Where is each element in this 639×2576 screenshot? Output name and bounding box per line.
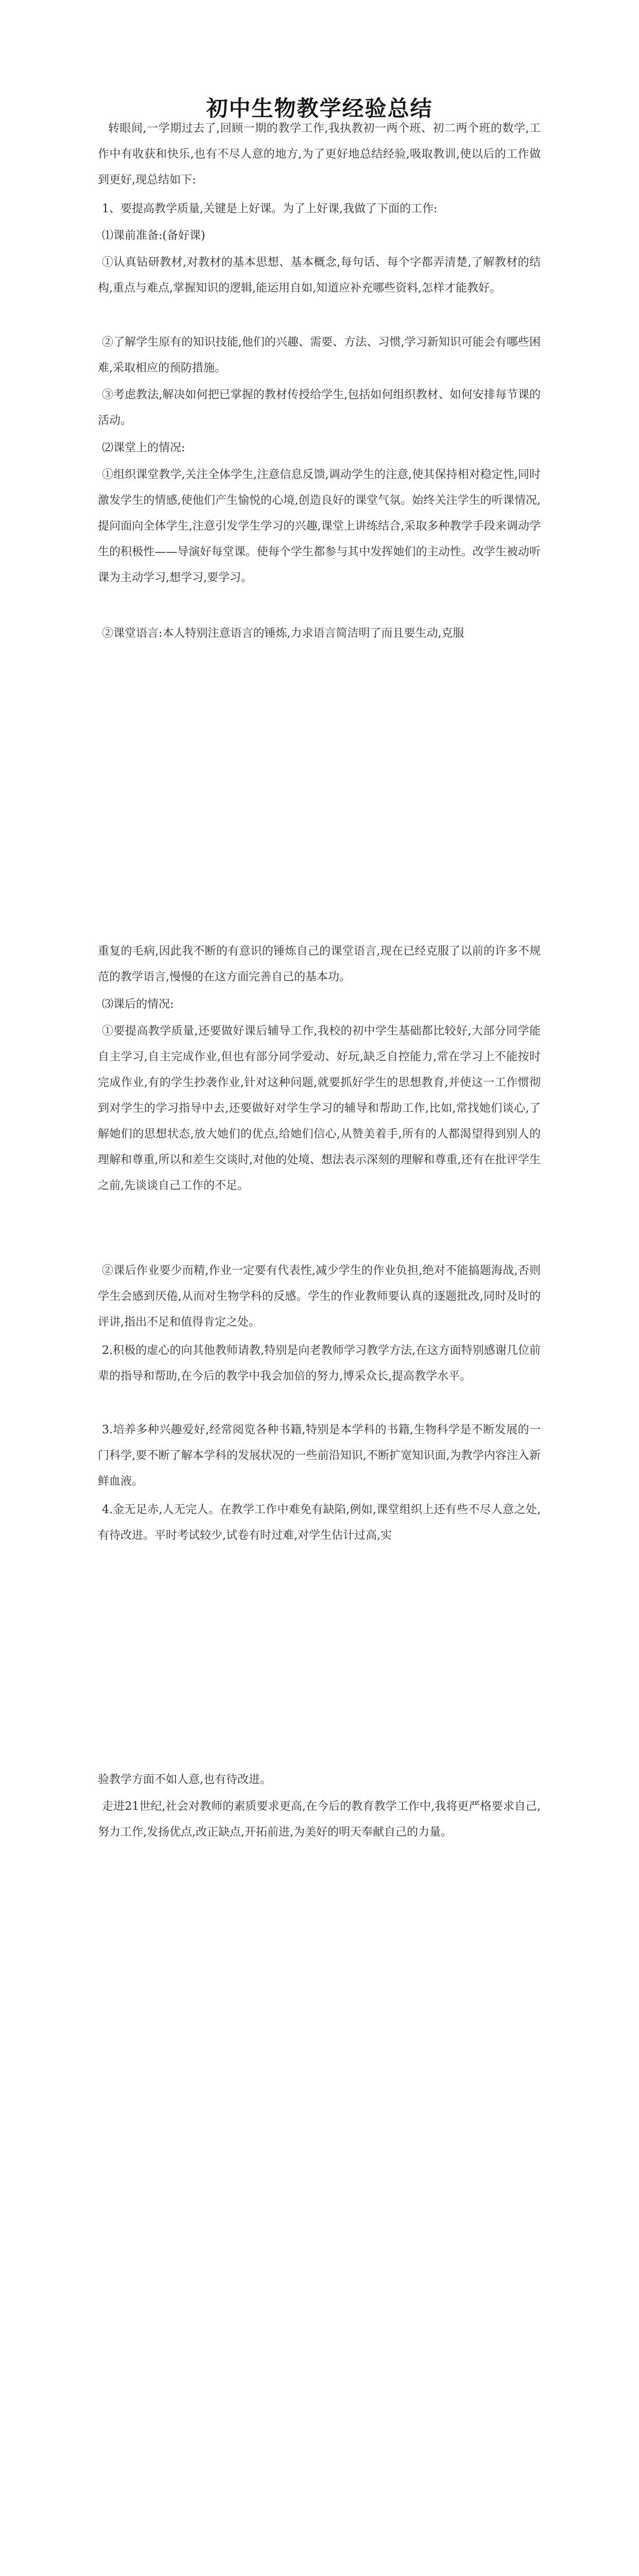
paragraph-section-after: ⑶课后的情况: xyxy=(102,998,174,1011)
paragraph-class-2-cont: 重复的毛病,因此我不断的有意识的锤炼自己的课堂语言,现在已经克服了以前的许多不规范的教学语言,慢慢的在这方面完善自己的基本功。 xyxy=(98,945,541,984)
paragraph-point-2: 2.积极的虚心的向其他教师请教,特别是向老教师学习教学方法,在这方面特别感谢几位前辈的指导和帮助,在今后的教学中我会加倍的努力,博采众长,提高教学水平。 xyxy=(98,1344,541,1383)
paragraph-class-1: ①组织课堂教学,关注全体学生,注意信息反馈,调动学生的注意,使其保持相对稳定性,同时激发学生的情感,使他们产生愉悦的心境,创造良好的课堂气氛。始终关注学生的听课情况,提问面向全体学生,注意引发学生学习的兴趣,课堂上讲练结合,采取多种教学手段来调动学生的积极性——导演好每堂课。使每个学生都参与其中发挥她们的主动性。改学生被动听课为主动学习,想学习,要学习。 xyxy=(98,468,541,584)
document-title: 初中生物教学经验总结 xyxy=(206,96,433,122)
paragraph-conclusion: 走进21世纪,社会对教师的素质要求更高,在今后的教育教学工作中,我将更严格要求自己,努力工作,发扬优点,改正缺点,开拓前进,为美好的明天奉献自己的力量。 xyxy=(98,1800,541,1839)
paragraph-section-class: ⑵课堂上的情况: xyxy=(102,442,185,454)
paragraph-intro: 转眼间,一学期过去了,回顾一期的教学工作,我执教初一两个班、初二两个班的数学,工作中有收获和快乐,也有不尽人意的地方,为了更好地总结经验,吸取教训,使以后的工作做到更好,现总结如下: xyxy=(98,122,541,187)
paragraph-class-2: ②课堂语言:本人特别注意语言的锤炼,力求语言简洁明了而且要生动,克服 xyxy=(102,627,464,640)
paragraph-prep-3: ③考虑教法,解决如何把已掌握的教材传授给学生,包括如何组织教材、如何安排每节课的活动。 xyxy=(98,388,541,427)
paragraph-after-2: ②课后作业要少而精,作业一定要有代表性,减少学生的作业负担,绝对不能搞题海战,否则学生会感到厌倦,从而对生物学科的反感。学生的作业教师要认真的逐题批改,同时及时的评讲,指出不足和值得肯定之处。 xyxy=(98,1264,541,1329)
paragraph-point-3: 3.培养多种兴趣爱好,经常阅览各种书籍,特别是本学科的书籍,生物科学是不断发展的一门科学,要不断了解本学科的发展状况的一些前沿知识,不断扩宽知识面,为教学内容注入新鲜血液。 xyxy=(98,1423,541,1488)
paragraph-after-1: ①要提高教学质量,还要做好课后辅导工作,我校的初中学生基础都比较好,大部分同学能自主学习,自主完成作业,但也有部分同学爱动、好玩,缺乏自控能力,常在学习上不能按时完成作业,有的学生抄袭作业,针对这种问题,就要抓好学生的思想教育,并使这一工作惯彻到对学生的学习指导中去,还要做好对学生学习的辅导和帮助工作,比如,常找她们谈心,了解她们的思想状态,放大她们的优点,给她们信心,从赞美着手,所有的人都渴望得到别人的理解和尊重,所以和差生交谈时,对他的处境、想法表示深刻的理解和尊重,还有在批评学生之前,先谈谈自己工作的不足。 xyxy=(98,1025,541,1192)
paragraph-point-4-cont: 验教学方面不如人意,也有待改进。 xyxy=(98,1773,271,1786)
paragraph-prep-2: ②了解学生原有的知识技能,他们的兴趣、需要、方法、习惯,学习新知识可能会有哪些困难,采取相应的预防措施。 xyxy=(98,336,541,375)
paragraph-point-1: 1、要提高教学质量,关键是上好课。为了上好课,我做了下面的工作: xyxy=(102,202,438,215)
paragraph-point-4: 4.金无足赤,人无完人。在教学工作中难免有缺陷,例如,课堂组织上还有些不尽人意之处,有待改进。平时考试较少,试卷有时过难,对学生估计过高,实 xyxy=(98,1503,541,1542)
paragraph-section-prep: ⑴课前准备:(备好课) xyxy=(102,229,205,242)
paragraph-prep-1: ①认真钻研教材,对教材的基本思想、基本概念,每句话、每个字都弄清楚,了解教材的结构,重点与难点,掌握知识的逻辑,能运用自如,知道应补充哪些资料,怎样才能教好。 xyxy=(98,256,541,295)
